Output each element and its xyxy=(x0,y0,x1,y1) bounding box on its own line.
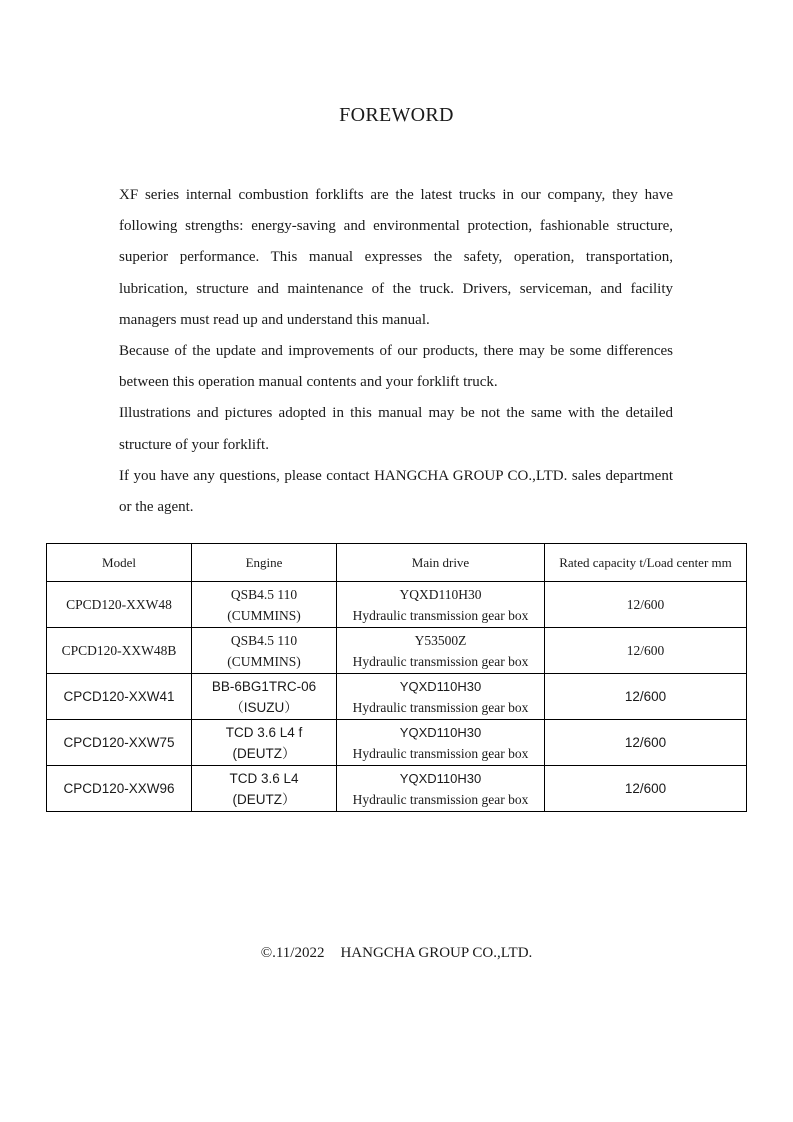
cell-model: CPCD120-XXW41 xyxy=(47,674,192,720)
drive-model: Y53500Z xyxy=(414,632,467,648)
drive-description: Hydraulic transmission gear box xyxy=(352,607,529,623)
header-model: Model xyxy=(47,544,192,582)
page-title: FOREWORD xyxy=(339,104,454,126)
cell-capacity: 12/600 xyxy=(545,720,747,766)
paragraph-updates: Because of the update and improvements of our products, there may be some differences between this operation manual contents and your forklift truck. xyxy=(119,343,673,391)
cell-engine xyxy=(192,628,337,674)
drive-model: YQXD110H30 xyxy=(399,586,482,602)
engine-type: TCD 3.6 L4 xyxy=(229,770,299,786)
engine-maker: (CUMMINS) xyxy=(227,607,301,623)
model-spec-table xyxy=(46,543,747,812)
paragraph-contact: If you have any questions, please contact HANGCHA GROUP CO.,LTD. sales department or the agent. xyxy=(119,467,673,516)
cell-engine xyxy=(192,766,337,812)
cell-model: CPCD120-XXW48B xyxy=(47,628,192,674)
engine-maker: (CUMMINS) xyxy=(227,653,301,669)
cell-main-drive xyxy=(337,628,545,674)
cell-main-drive xyxy=(337,720,545,766)
cell-engine xyxy=(192,582,337,628)
engine-type: BB-6BG1TRC-06 xyxy=(211,678,317,694)
table-row xyxy=(47,674,747,720)
drive-model: YQXD110H30 xyxy=(399,678,482,694)
copyright-notice: ©.11/2022 xyxy=(260,945,325,961)
engine-type: TCD 3.6 L4 f xyxy=(225,724,303,740)
foreword-body xyxy=(119,180,673,523)
table-row xyxy=(47,582,747,628)
header-rated-capacity: Rated capacity t/Load center mm xyxy=(545,544,747,582)
footer-company: HANGCHA GROUP CO.,LTD. xyxy=(340,945,533,961)
header-main-drive: Main drive xyxy=(337,544,545,582)
drive-description: Hydraulic transmission gear box xyxy=(352,699,529,715)
engine-maker: （ISUZU） xyxy=(230,699,298,715)
cell-model: CPCD120-XXW96 xyxy=(47,766,192,812)
engine-maker: (DEUTZ） xyxy=(232,745,296,761)
engine-maker: (DEUTZ） xyxy=(232,791,296,807)
engine-type: QSB4.5 110 xyxy=(230,632,298,648)
paragraph-illustrations: Illustrations and pictures adopted in this manual may be not the same with the detailed structure of your forklift. xyxy=(119,405,673,453)
engine-type: QSB4.5 110 xyxy=(230,586,298,602)
table-row xyxy=(47,766,747,812)
paragraph-intro: XF series internal combustion forklifts are the latest trucks in our company, they have following strengths: energy-saving and environmental protection, fashionable structure, superior performance. This manual expresses the safety, operation, transportation, lubrication, structure and maintenance of the truck. Drivers, serviceman, and facility managers must read up and understand this manual. xyxy=(119,187,673,328)
cell-main-drive xyxy=(337,766,545,812)
drive-model: YQXD110H30 xyxy=(399,770,482,786)
drive-description: Hydraulic transmission gear box xyxy=(352,653,529,669)
cell-engine xyxy=(192,720,337,766)
drive-model: YQXD110H30 xyxy=(399,724,482,740)
cell-model: CPCD120-XXW48 xyxy=(47,582,192,628)
header-engine: Engine xyxy=(192,544,337,582)
drive-description: Hydraulic transmission gear box xyxy=(352,791,529,807)
cell-model: CPCD120-XXW75 xyxy=(47,720,192,766)
drive-description: Hydraulic transmission gear box xyxy=(352,745,529,761)
cell-capacity: 12/600 xyxy=(545,582,747,628)
cell-main-drive xyxy=(337,674,545,720)
cell-capacity: 12/600 xyxy=(545,628,747,674)
cell-main-drive xyxy=(337,582,545,628)
table-row xyxy=(47,720,747,766)
cell-capacity: 12/600 xyxy=(545,766,747,812)
table-header-row xyxy=(47,544,747,582)
table-row xyxy=(47,628,747,674)
cell-engine xyxy=(192,674,337,720)
footer xyxy=(0,945,793,962)
cell-capacity: 12/600 xyxy=(545,674,747,720)
